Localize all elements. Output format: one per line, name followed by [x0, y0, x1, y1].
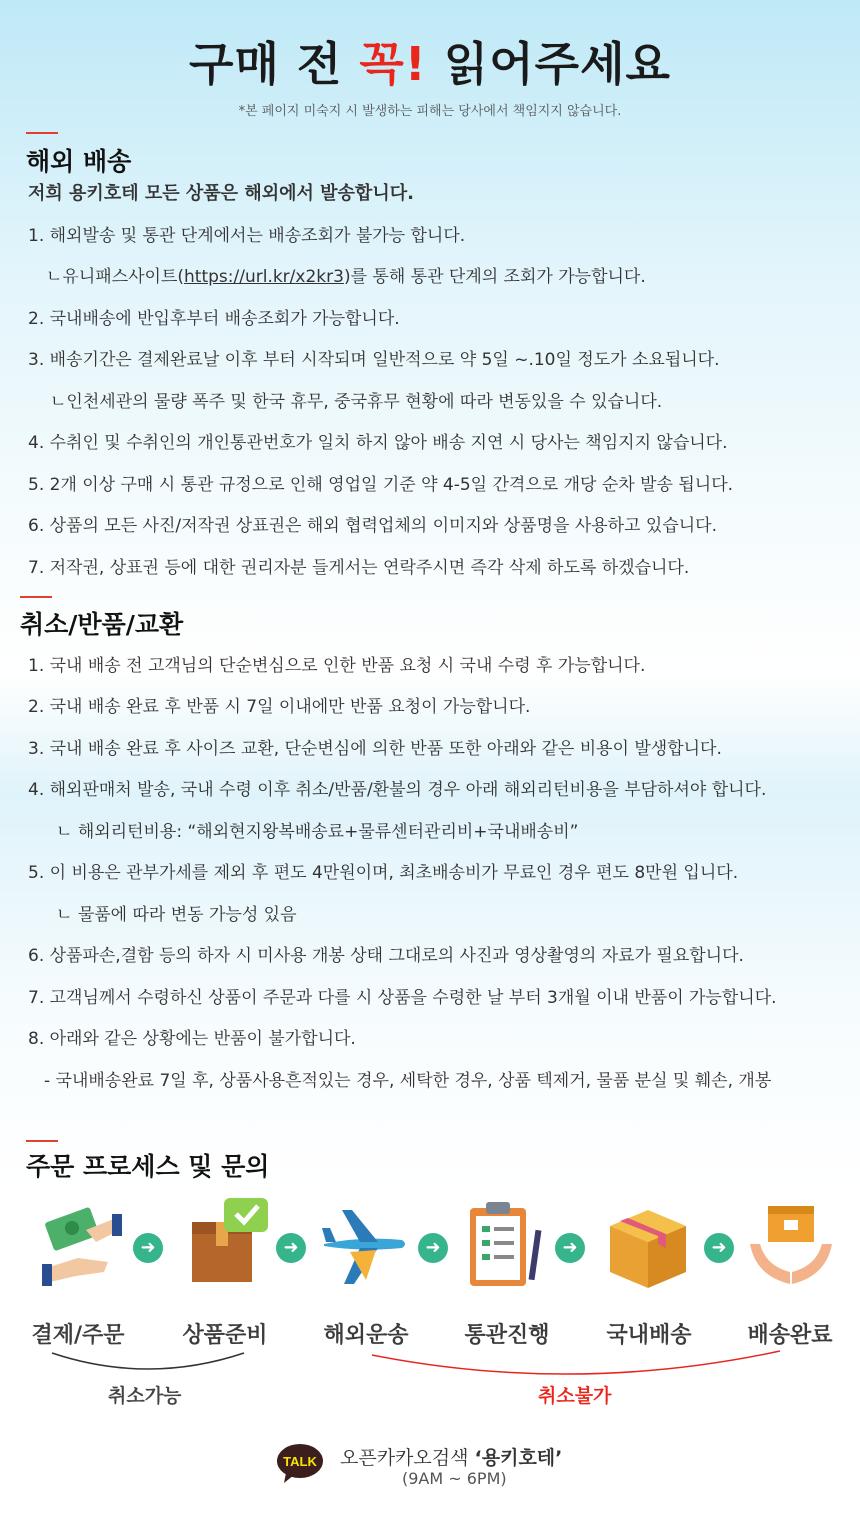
shipping-line-6: 6. 상품의 모든 사진/저작권 상표권은 해외 협력업체의 이미지와 상품명을 사용하고 있습니다.: [28, 516, 718, 536]
shipping-line-7: 7. 저작권, 상표권 등에 대한 권리자분 들게서는 연락주시면 즉각 삭제 하도록 하겠습니다.: [28, 558, 690, 578]
step-label: 국내배송: [606, 1323, 692, 1348]
shipping-line-1-sub: ㄴ유니패스사이트(https://url.kr/x2kr3)를 통해 통관 단계의 조회가 가능합니다.: [46, 267, 646, 287]
shipping-line-2: 2. 국내배송에 반입후부터 배송조회가 가능합니다.: [28, 309, 400, 329]
returns-line-4: 4. 해외판매처 발송, 국내 수령 이후 취소/반품/환불의 경우 아래 해외리턴비용을 부담하셔야 합니다.: [28, 780, 767, 800]
returns-line-8: 8. 아래와 같은 상황에는 반품이 불가합니다.: [28, 1029, 356, 1049]
arrow-right-icon: ➜: [704, 1233, 734, 1263]
page-title: [0, 28, 860, 94]
returns-section-title: 취소/반품/교환: [20, 610, 184, 639]
returns-line-3: 3. 국내 배송 완료 후 사이즈 교환, 단순변심에 의한 반품 또한 아래와 같은 비용이 발생합니다.: [28, 739, 722, 759]
airplane-icon: [320, 1206, 410, 1296]
business-hours: (9AM ~ 6PM): [402, 1469, 507, 1488]
returns-line-7: 7. 고객님께서 수령하신 상품이 주문과 다를 시 상품을 수령한 날 부터 3개월 이내 반품이 가능합니다.: [28, 988, 777, 1008]
talk-badge-text: TALK: [283, 1454, 317, 1469]
cancel-bracket-arcs: [0, 1345, 860, 1385]
title-accent: 꼭!: [359, 37, 427, 91]
returns-line-1: 1. 국내 배송 전 고객님의 단순변심으로 인한 반품 요청 시 국내 수령 후 가능합니다.: [28, 656, 646, 676]
process-section-title: 주문 프로세스 및 문의: [26, 1152, 270, 1181]
hands-box-icon: [746, 1200, 836, 1290]
returns-line-2: 2. 국내 배송 완료 후 반품 시 7일 이내에만 반품 요청이 가능합니다.: [28, 697, 531, 717]
title-part1: 구매 전: [189, 37, 360, 91]
kakao-search-text: 오픈카카오검색 ‘용키호테’: [340, 1447, 563, 1469]
shipping-line-3-sub: ㄴ인천세관의 물량 폭주 및 한국 휴무, 중국휴무 현황에 따라 변동있을 수 있습니다.: [50, 392, 663, 412]
step-label: 결제/주문: [31, 1323, 125, 1348]
clipboard-icon: [462, 1200, 552, 1290]
cancel-available-label: 취소가능: [108, 1385, 182, 1407]
cancel-unavailable-label: 취소불가: [538, 1385, 612, 1407]
shipping-line-1: 1. 해외발송 및 통관 단계에서는 배송조회가 불가능 합니다.: [28, 226, 466, 246]
title-part2: 읽어주세요: [426, 37, 671, 91]
kakao-talk-icon[interactable]: [276, 1443, 324, 1483]
returns-line-5: 5. 이 비용은 관부가세를 제외 후 편도 4만원이며, 최초배송비가 무료인 경우 편도 8만원 입니다.: [28, 863, 739, 883]
returns-line-5-sub: ㄴ 물품에 따라 변동 가능성 있음: [56, 905, 297, 925]
shipping-section-title: 해외 배송: [26, 147, 132, 176]
arrow-right-icon: ➜: [276, 1233, 306, 1263]
shipping-line-5: 5. 2개 이상 구매 시 통관 규정으로 인해 영업일 기준 약 4-5일 간격으로 개당 순차 발송 됩니다.: [28, 475, 734, 495]
payment-hands-icon: [38, 1200, 128, 1290]
returns-line-4-sub: ㄴ 해외리턴비용: “해외현지왕복배송료+물류센터관리비+국내배송비”: [56, 822, 579, 842]
section-marker: [26, 132, 58, 134]
box-check-icon: [186, 1196, 276, 1286]
shipping-lead: 저희 용키호테 모든 상품은 해외에서 발송합니다.: [28, 183, 414, 204]
arrow-right-icon: ➜: [133, 1233, 163, 1263]
step-label: 상품준비: [182, 1323, 268, 1348]
returns-line-6: 6. 상품파손,결함 등의 하자 시 미사용 개봉 상태 그대로의 사진과 영상촬영의 자료가 필요합니다.: [28, 946, 744, 966]
arrow-right-icon: ➜: [418, 1233, 448, 1263]
returns-line-8-sub: - 국내배송완료 7일 후, 상품사용흔적있는 경우, 세탁한 경우, 상품 텍제거, 물품 분실 및 훼손, 개봉: [44, 1071, 772, 1091]
disclaimer-notice: *본 페이지 미숙지 시 발생하는 피해는 당사에서 책임지지 않습니다.: [238, 104, 622, 119]
arrow-right-icon: ➜: [555, 1233, 585, 1263]
section-marker: [20, 596, 52, 598]
step-label: 해외운송: [323, 1323, 409, 1348]
shipping-line-4: 4. 수취인 및 수취인의 개인통관번호가 일치 하지 않아 배송 지연 시 당사는 책임지지 않습니다.: [28, 433, 728, 453]
step-label: 통관진행: [464, 1323, 550, 1348]
unipass-link[interactable]: https://url.kr/x2kr3: [184, 267, 344, 287]
shipping-line-3: 3. 배송기간은 결제완료날 이후 부터 시작되며 일반적으로 약 5일 ~.10일 정도가 소요됩니다.: [28, 350, 720, 370]
package-icon: [604, 1202, 694, 1292]
step-label: 배송완료: [747, 1323, 833, 1348]
section-marker: [26, 1140, 58, 1142]
